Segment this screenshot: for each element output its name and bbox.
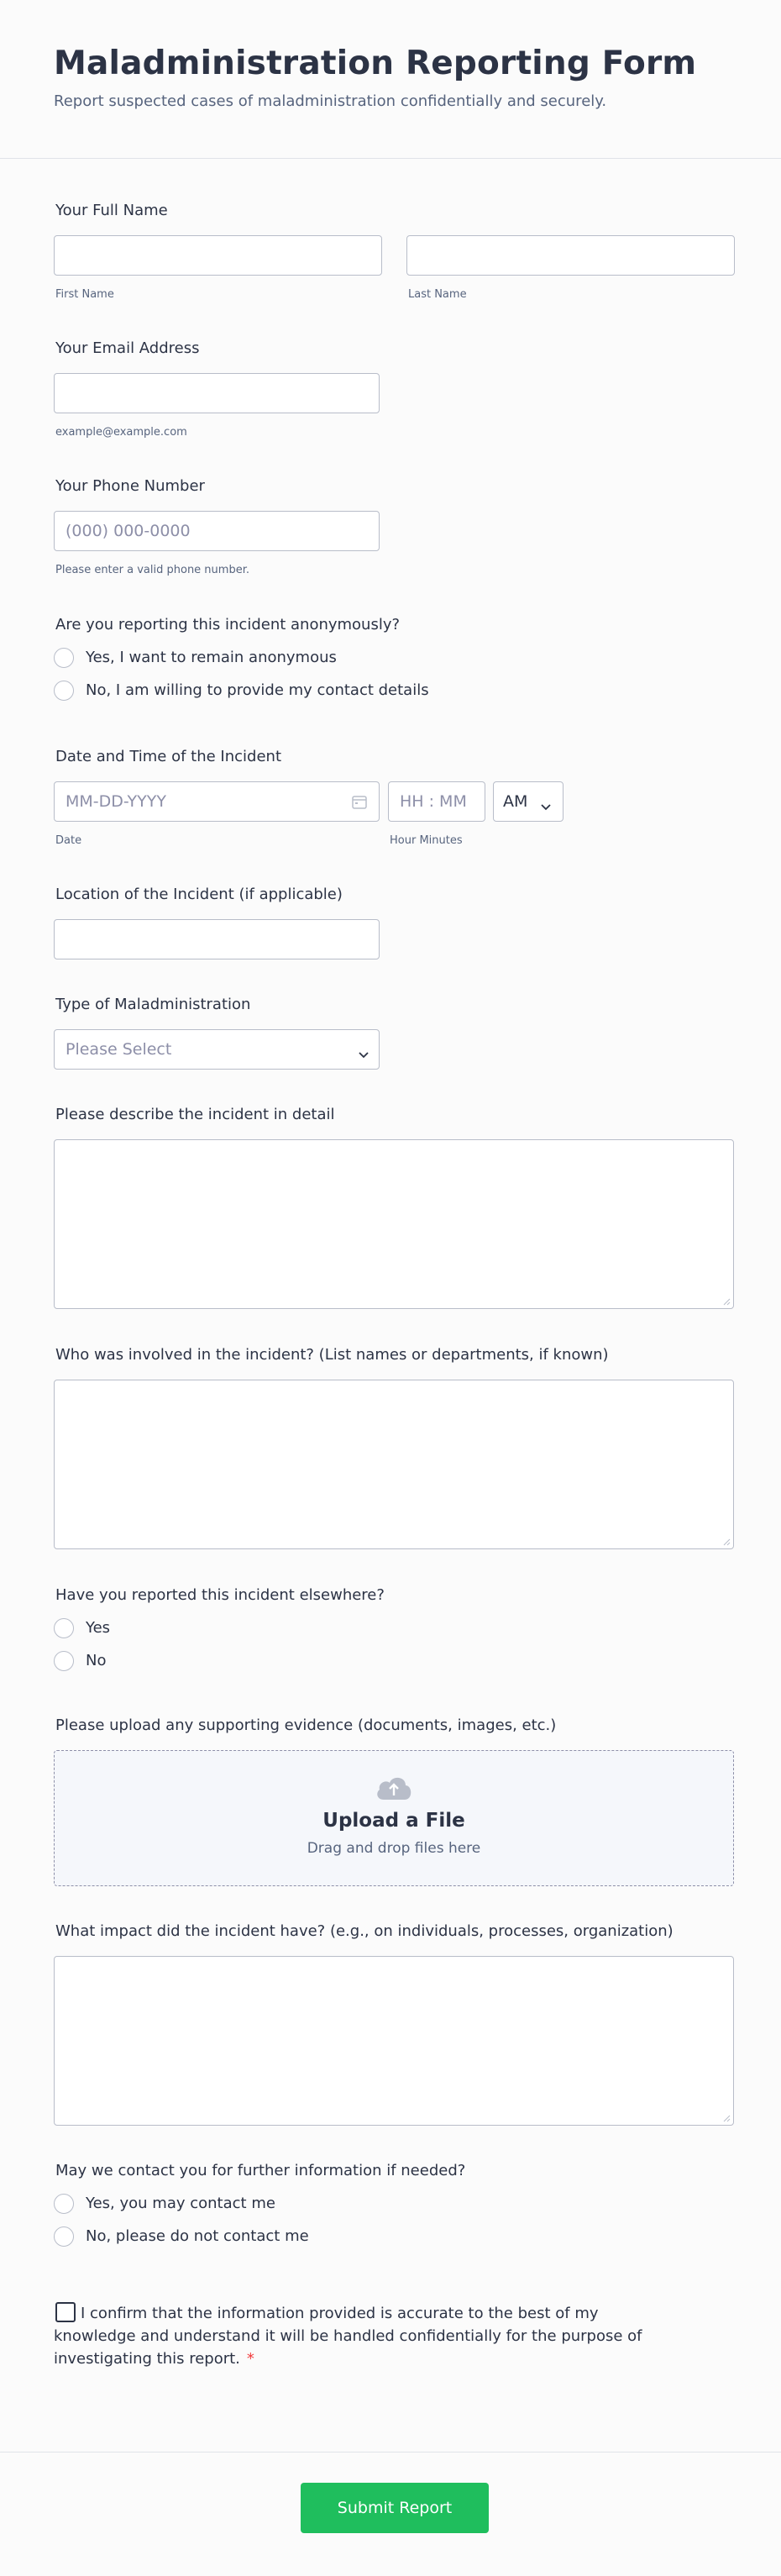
contact-permission-question (54, 2161, 727, 2253)
ampm-value: AM (503, 792, 528, 811)
upload-dropzone[interactable] (54, 1750, 734, 1886)
involved-textarea[interactable] (54, 1380, 734, 1549)
contact-option-no[interactable] (54, 2220, 727, 2253)
phone-placeholder: (000) 000-0000 (66, 522, 191, 540)
description-label: Please describe the incident in detail (55, 1106, 335, 1123)
cloud-upload-icon (374, 1773, 414, 1805)
impact-label: What impact did the incident have? (e.g., on individuals, processes, organization) (55, 1922, 674, 1940)
form-body (0, 201, 781, 2370)
location-question (54, 885, 727, 959)
time-input[interactable] (388, 781, 485, 822)
resize-grip-icon[interactable] (723, 1538, 731, 1546)
full-name-question (54, 201, 727, 301)
phone-question (54, 476, 727, 576)
radio-button[interactable] (54, 1618, 74, 1638)
confirm-text: I confirm that the information provided is accurate to the best of my knowledge and understand it will be handled confidentially for the purpose of investigating this report. (54, 2305, 642, 2368)
phone-sublabel: Please enter a valid phone number. (55, 564, 249, 576)
contact-option-yes[interactable] (54, 2187, 727, 2220)
time-sublabel: Hour Minutes (390, 834, 463, 847)
upload-subtitle: Drag and drop files here (307, 1840, 481, 1857)
radio-button[interactable] (54, 2194, 74, 2214)
upload-title: Upload a File (322, 1810, 465, 1832)
radio-button[interactable] (54, 2226, 74, 2247)
form-subtitle: Report suspected cases of maladministration confidentially and securely. (54, 92, 607, 110)
first-name-sublabel: First Name (55, 288, 114, 301)
upload-label: Please upload any supporting evidence (documents, images, etc.) (55, 1716, 557, 1734)
anonymous-option-yes[interactable] (54, 641, 727, 674)
last-name-input[interactable] (406, 235, 735, 276)
radio-button[interactable] (54, 681, 74, 701)
anonymous-question (54, 615, 727, 707)
anonymous-option-no[interactable] (54, 674, 727, 707)
contact-permission-label: May we contact you for further information if needed? (55, 2162, 466, 2179)
email-question (54, 339, 727, 439)
reported-option-no[interactable] (54, 1644, 727, 1677)
calendar-icon[interactable] (352, 795, 367, 812)
full-name-label: Your Full Name (55, 202, 168, 219)
reported-option-yes-label: Yes (86, 1619, 111, 1637)
upload-question (54, 1716, 727, 1886)
location-label: Location of the Incident (if applicable) (55, 886, 343, 903)
radio-button[interactable] (54, 648, 74, 668)
required-mark: * (246, 2350, 254, 2368)
first-name-input[interactable] (54, 235, 382, 276)
form-header (0, 0, 781, 159)
anonymous-label: Are you reporting this incident anonymously? (55, 616, 401, 633)
resize-grip-icon[interactable] (723, 1298, 731, 1306)
submit-button[interactable]: Submit Report (301, 2483, 489, 2533)
confirm-question (54, 2302, 658, 2370)
impact-question (54, 1921, 727, 2126)
email-input[interactable] (54, 373, 380, 413)
reported-option-yes[interactable] (54, 1611, 727, 1644)
description-textarea[interactable] (54, 1139, 734, 1309)
incident-datetime-question (54, 747, 727, 847)
anonymous-option-no-label: No, I am willing to provide my contact details (86, 681, 429, 699)
type-question (54, 995, 727, 1070)
reported-elsewhere-label: Have you reported this incident elsewhere? (55, 1586, 385, 1604)
reported-option-no-label: No (86, 1652, 107, 1669)
date-placeholder: MM-DD-YYYY (66, 792, 166, 811)
time-placeholder: HH : MM (400, 792, 467, 811)
form-footer (0, 2452, 781, 2576)
type-label: Type of Maladministration (55, 996, 251, 1013)
phone-label: Your Phone Number (55, 477, 205, 495)
chevron-down-icon (541, 798, 551, 814)
impact-textarea[interactable] (54, 1956, 734, 2126)
confirm-checkbox[interactable] (55, 2302, 76, 2322)
email-label: Your Email Address (55, 339, 200, 357)
anonymous-option-yes-label: Yes, I want to remain anonymous (86, 649, 337, 666)
type-select[interactable] (54, 1029, 380, 1070)
location-input[interactable] (54, 919, 380, 959)
resize-grip-icon[interactable] (723, 2115, 731, 2122)
ampm-select[interactable] (493, 781, 563, 822)
contact-option-no-label: No, please do not contact me (86, 2227, 309, 2245)
description-question (54, 1105, 727, 1309)
type-placeholder: Please Select (66, 1040, 172, 1059)
radio-button[interactable] (54, 1651, 74, 1671)
contact-option-yes-label: Yes, you may contact me (86, 2195, 275, 2212)
date-input[interactable] (54, 781, 380, 822)
date-sublabel: Date (55, 834, 82, 847)
chevron-down-icon (359, 1046, 369, 1062)
email-sublabel: example@example.com (55, 426, 187, 439)
reported-elsewhere-question (54, 1585, 727, 1677)
involved-question (54, 1345, 727, 1549)
last-name-sublabel: Last Name (408, 288, 467, 301)
involved-label: Who was involved in the incident? (List names or departments, if known) (55, 1346, 609, 1364)
phone-input[interactable] (54, 511, 380, 551)
incident-datetime-label: Date and Time of the Incident (55, 748, 282, 765)
form-title: Maladministration Reporting Form (54, 45, 697, 82)
